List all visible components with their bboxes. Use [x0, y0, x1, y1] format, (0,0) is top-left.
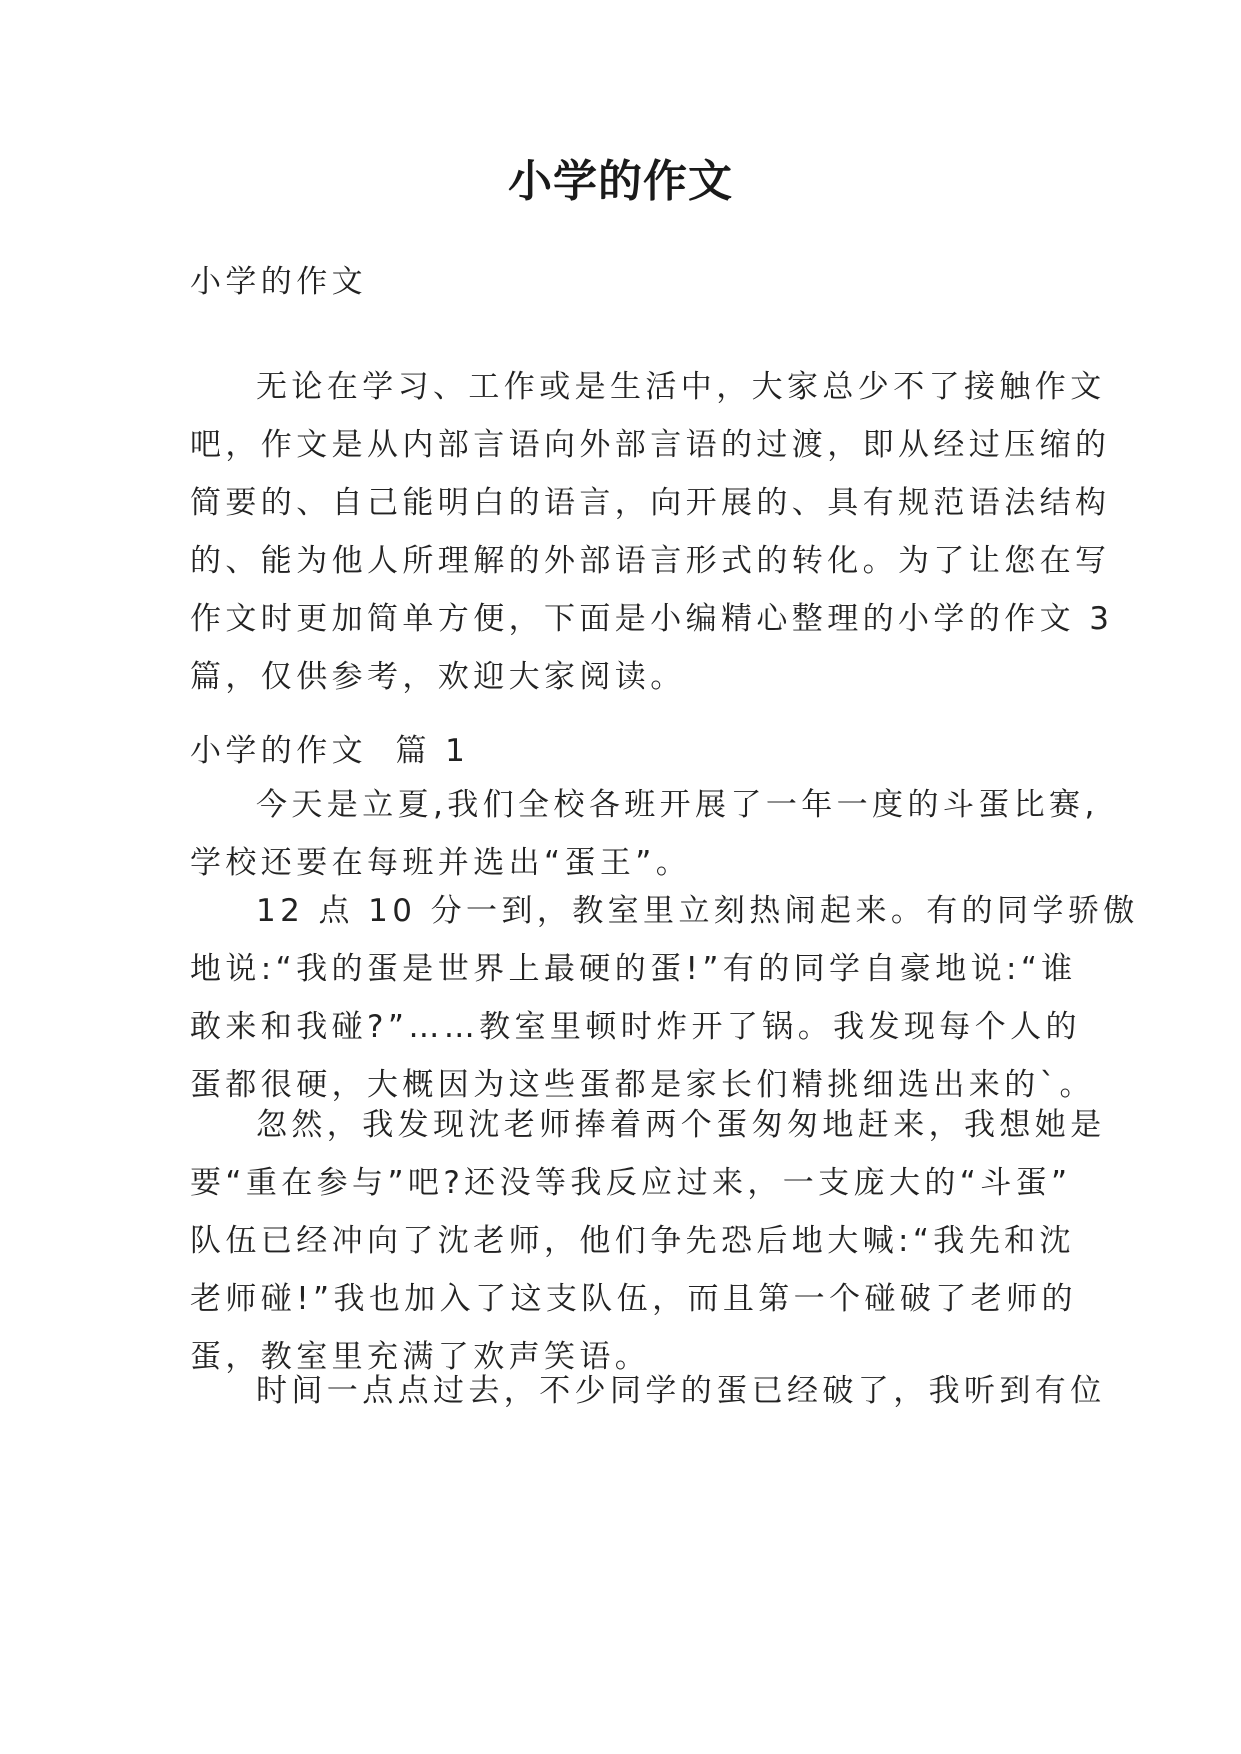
section-heading	[190, 722, 1056, 780]
paragraph-line: 忽然，我发现沈老师捧着两个蛋匆匆地赶来，我想她是	[256, 1107, 1106, 1143]
intro-line: 无论在学习、工作或是生活中，大家总少不了接触作文	[256, 369, 1106, 405]
paragraph-line: 蛋都很硬，大概因为这些蛋都是家长们精挑细选出来的`。	[190, 1067, 1095, 1103]
paragraph-line: 蛋，教室里充满了欢声笑语。	[190, 1339, 651, 1375]
essay-paragraph-4	[190, 1362, 1106, 1420]
paragraph-line: 学校还要在每班并选出“蛋王”。	[190, 845, 692, 881]
paragraph-line: 要“重在参与”吧?还没等我反应过来，一支庞大的“斗蛋”	[190, 1165, 1072, 1201]
paragraph-line: 敢来和我碰?”……教室里顿时炸开了锅。我发现每个人的	[190, 1009, 1081, 1045]
paragraph-line: 时间一点点过去，不少同学的蛋已经破了，我听到有位	[256, 1373, 1106, 1409]
intro-line: 篇，仅供参考，欢迎大家阅读。	[190, 659, 686, 695]
intro-line: 简要的、自己能明白的语言，向开展的、具有规范语法结构	[190, 485, 1111, 521]
subtitle-line: 小学的作文	[190, 264, 367, 300]
intro-line: 作文时更加简单方便，下面是小编精心整理的小学的作文 3	[190, 601, 1114, 637]
paragraph-line: 地说:“我的蛋是世界上最硬的蛋!”有的同学自豪地说:“谁	[190, 951, 1077, 987]
essay-paragraph-3	[190, 1096, 1106, 1386]
paragraph-line: 老师碰!”我也加入了这支队伍，而且第一个碰破了老师的	[190, 1281, 1077, 1317]
document-title: 小学的作文	[508, 156, 733, 207]
intro-paragraph	[190, 358, 1114, 706]
section-heading-text: 小学的作文 篇 1	[190, 733, 470, 769]
paragraph-line: 今天是立夏,我们全校各班开展了一年一度的斗蛋比赛,	[256, 787, 1099, 823]
essay-paragraph-2	[190, 882, 1139, 1114]
intro-line: 吧，作文是从内部言语向外部言语的过渡，即从经过压缩的	[190, 427, 1111, 463]
paragraph-line: 队伍已经冲向了沈老师，他们争先恐后地大喊:“我先和沈	[190, 1223, 1075, 1259]
document-subtitle	[190, 253, 1056, 311]
intro-line: 的、能为他人所理解的外部语言形式的转化。为了让您在写	[190, 543, 1111, 579]
essay-paragraph-1	[190, 776, 1099, 892]
paragraph-line: 12 点 10 分一到，教室里立刻热闹起来。有的同学骄傲	[256, 893, 1139, 929]
